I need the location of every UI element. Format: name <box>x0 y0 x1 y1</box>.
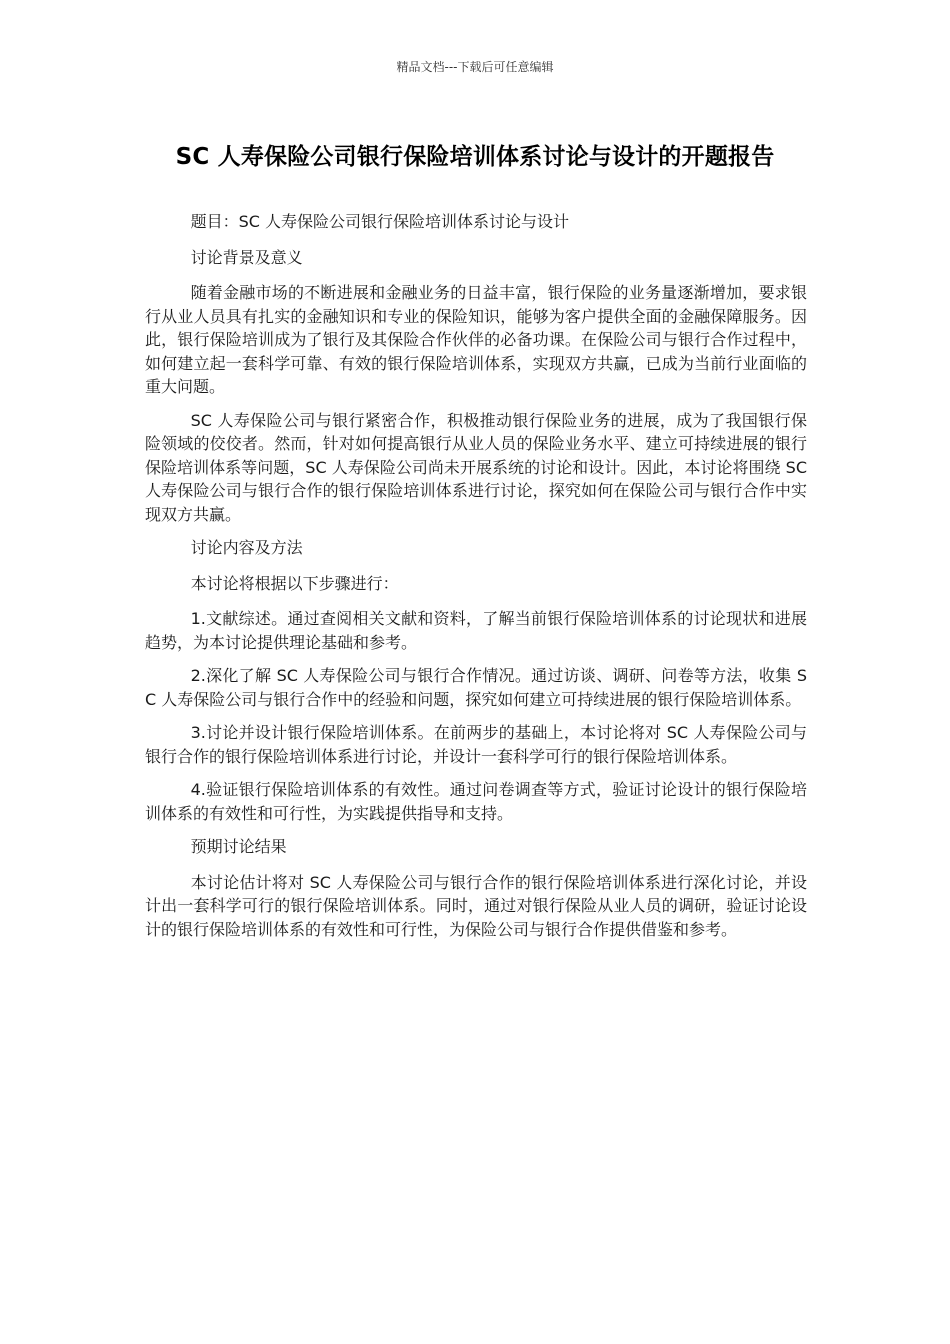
section-heading-expected-results: 预期讨论结果 <box>190 837 287 856</box>
document-body <box>145 210 807 951</box>
document-title: SC 人寿保险公司银行保险培训体系讨论与设计的开题报告 <box>175 144 775 170</box>
page-header-note: 精品文档---下载后可任意编辑 <box>396 60 554 74</box>
topic-line: 题目：SC 人寿保险公司银行保险培训体系讨论与设计 <box>190 212 570 231</box>
paragraph-expected-results: 本讨论估计将对 SC 人寿保险公司与银行合作的银行保险培训体系进行深化讨论，并设计出一套科学可行的银行保险培训体系。同时，通过对银行保险从业人员的调研，验证讨论设计的银行保险培训体系的有效性和可行性，为保险公司与银行合作提供借鉴和参考。 <box>145 872 807 939</box>
step-3-paragraph: 3.讨论并设计银行保险培训体系。在前两步的基础上，本讨论将对 SC 人寿保险公司与银行合作的银行保险培训体系进行讨论，并设计一套科学可行的银行保险培训体系。 <box>145 723 807 766</box>
step-4-paragraph: 4.验证银行保险培训体系的有效性。通过问卷调查等方式，验证讨论设计的银行保险培训体系的有效性和可行性，为实践提供指导和支持。 <box>145 780 807 823</box>
paragraph-background-1: 随着金融市场的不断进展和金融业务的日益丰富，银行保险的业务量逐渐增加，要求银行从业人员具有扎实的金融知识和专业的保险知识，能够为客户提供全面的金融保障服务。因此，银行保险培训成为了银行及其保险合作伙伴的必备功课。在保险公司与银行合作过程中，如何建立起一套科学可靠、有效的银行保险培训体系，实现双方共赢，已成为当前行业面临的重大问题。 <box>145 283 807 396</box>
steps-intro: 本讨论将根据以下步骤进行： <box>190 573 399 593</box>
section-heading-content-method: 讨论内容及方法 <box>190 538 303 557</box>
section-heading-background: 讨论背景及意义 <box>190 247 303 267</box>
step-1-paragraph: 1.文献综述。通过查阅相关文献和资料，了解当前银行保险培训体系的讨论现状和进展趋势，为本讨论提供理论基础和参考。 <box>145 609 807 652</box>
step-2-paragraph: 2.深化了解 SC 人寿保险公司与银行合作情况。通过访谈、调研、问卷等方法，收集 SC 人寿保险公司与银行合作中的经验和问题，探究如何建立可持续进展的银行保险培训体系。 <box>145 666 807 709</box>
paragraph-background-2: SC 人寿保险公司与银行紧密合作，积极推动银行保险业务的进展，成为了我国银行保险领域的佼佼者。然而，针对如何提高银行从业人员的保险业务水平、建立可持续进展的银行保险培训体系等问题，SC 人寿保险公司尚未开展系统的讨论和设计。因此，本讨论将围绕 SC 人寿保险公司与银行合作的银行保险培训体系进行讨论，探究如何在保险公司与银行合作中实现双方共赢。 <box>145 410 807 524</box>
